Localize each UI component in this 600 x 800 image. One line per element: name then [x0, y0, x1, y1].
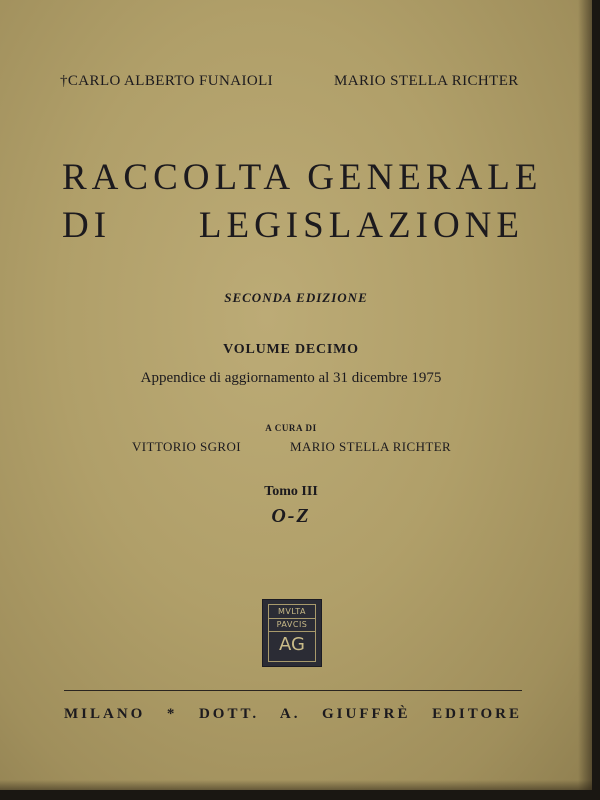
title-line-1: RACCOLTA GENERALE — [62, 157, 543, 198]
edition-label: SECONDA EDIZIONE — [224, 290, 368, 305]
curator-left: VITTORIO SGROI — [132, 439, 241, 454]
volume-subtitle: Appendice di aggiornamento al 31 dicembre 1975 — [140, 370, 442, 386]
curator-right: MARIO STELLA RICHTER — [290, 439, 452, 454]
publisher-line: MILANO * DOTT. A. GIUFFRÈ EDITORE — [64, 706, 522, 722]
publisher-emblem-icon — [262, 599, 322, 667]
emblem-monogram: AG — [279, 634, 305, 655]
curators-label: A CURA DI — [265, 423, 317, 433]
emblem-word-1: MVLTA — [269, 607, 315, 619]
cover-bottom-shadow — [0, 780, 592, 790]
emblem-word-2: PAVCIS — [269, 620, 315, 632]
tomo-label: Tomo III — [264, 484, 318, 499]
divider-rule — [64, 690, 522, 691]
tomo-range: O-Z — [271, 505, 311, 527]
author-left: †CARLO ALBERTO FUNAIOLI — [60, 73, 274, 89]
volume-label: VOLUME DECIMO — [223, 342, 359, 357]
emblem-frame — [268, 604, 316, 662]
author-right: MARIO STELLA RICHTER — [334, 73, 519, 89]
cover-edge-shadow — [578, 0, 592, 790]
title-line-2: DI LEGISLAZIONE — [62, 205, 524, 246]
